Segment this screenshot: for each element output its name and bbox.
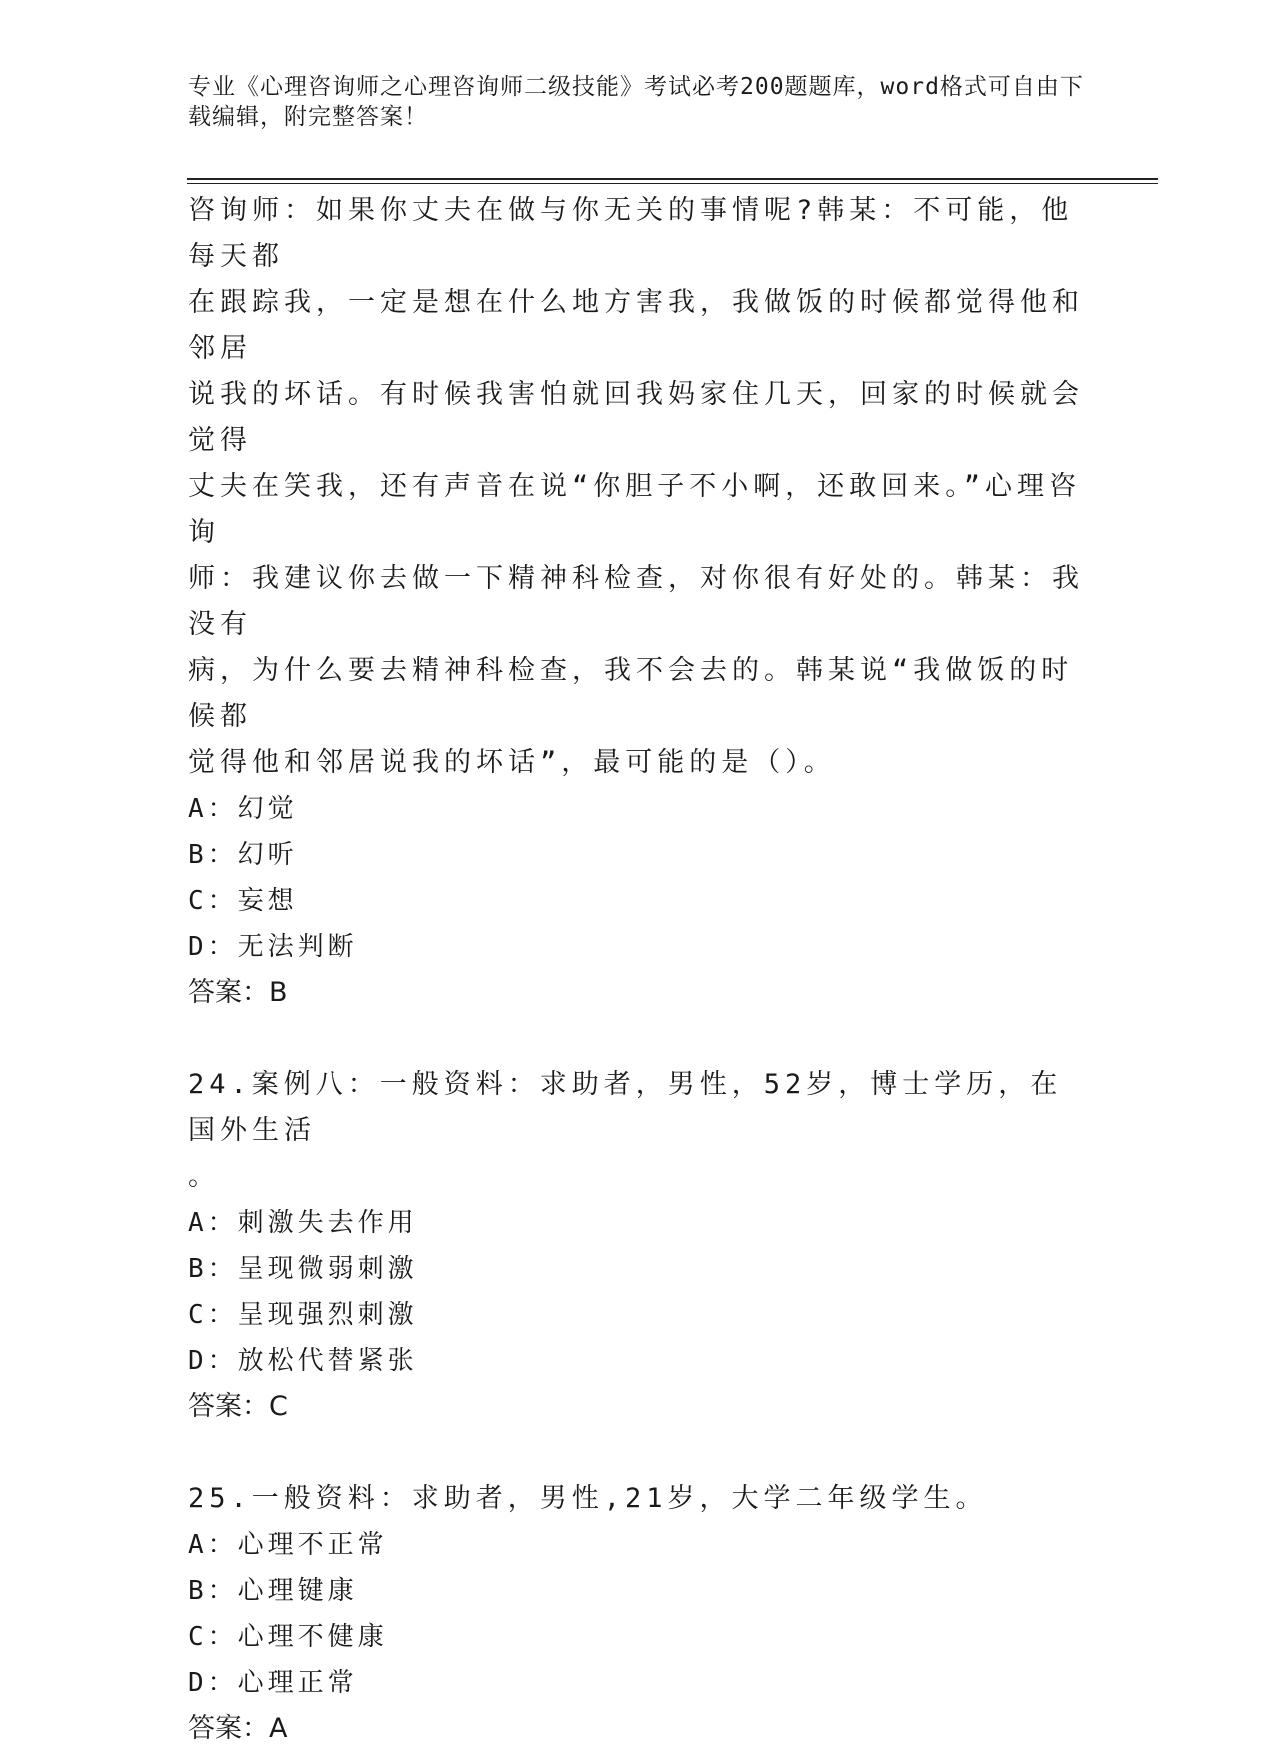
spacer [188,1430,1088,1476]
spacer [188,1016,1088,1062]
question-list [188,188,1088,1752]
answer-line: 答案：B [188,977,288,1008]
option-c: C：心理不健康 [188,1622,388,1652]
question-24 [188,1062,1088,1430]
question-stem: 24.案例八：一般资料：求助者，男性，52岁，博士学历，在国外生活 。 [188,1069,1063,1192]
option-c: C：妄想 [188,886,298,916]
option-a: A：心理不正常 [188,1530,388,1560]
option-b: B：呈现微弱刺激 [188,1254,418,1284]
question-25 [188,1476,1088,1752]
question-stem: 25.一般资料：求助者，男性,21岁，大学二年级学生。 [188,1483,988,1514]
question-23 [188,188,1088,1016]
document-header: 专业《心理咨询师之心理咨询师二级技能》考试必考200题题库，word格式可自由下载编辑，附完整答案！ [188,74,1084,130]
option-d: D：心理正常 [188,1668,358,1698]
question-stem: 咨询师：如果你丈夫在做与你无关的事情呢?韩某：不可能，他每天都 在跟踪我，一定是想在什么地方害我，我做饭的时候都觉得他和邻居 说我的坏话。有时候我害怕就回我妈家住几天，回家的时候就会觉得 丈夫在笑我，还有声音在说“你胆子不小啊，还敢回来。”心理咨询 师：我建议你去做一下精神科检查，对你很有好处的。韩某：我没有 病，为什么要去精神科检查，我不会去的。韩某说“我做饭的时候都 觉得他和邻居说我的坏话”，最可能的是（）。 [188,195,1084,778]
header-divider-thick [187,178,1158,180]
option-b: B：心理键康 [188,1576,358,1606]
option-b: B：幻听 [188,840,298,870]
option-d: D：无法判断 [188,932,358,962]
answer-line: 答案：A [188,1713,288,1744]
option-a: A：幻觉 [188,794,298,824]
header-divider-thin [187,183,1158,184]
option-c: C：呈现强烈刺激 [188,1300,418,1330]
answer-line: 答案：C [188,1391,288,1422]
option-a: A：刺激失去作用 [188,1208,418,1238]
option-d: D：放松代替紧张 [188,1346,418,1376]
